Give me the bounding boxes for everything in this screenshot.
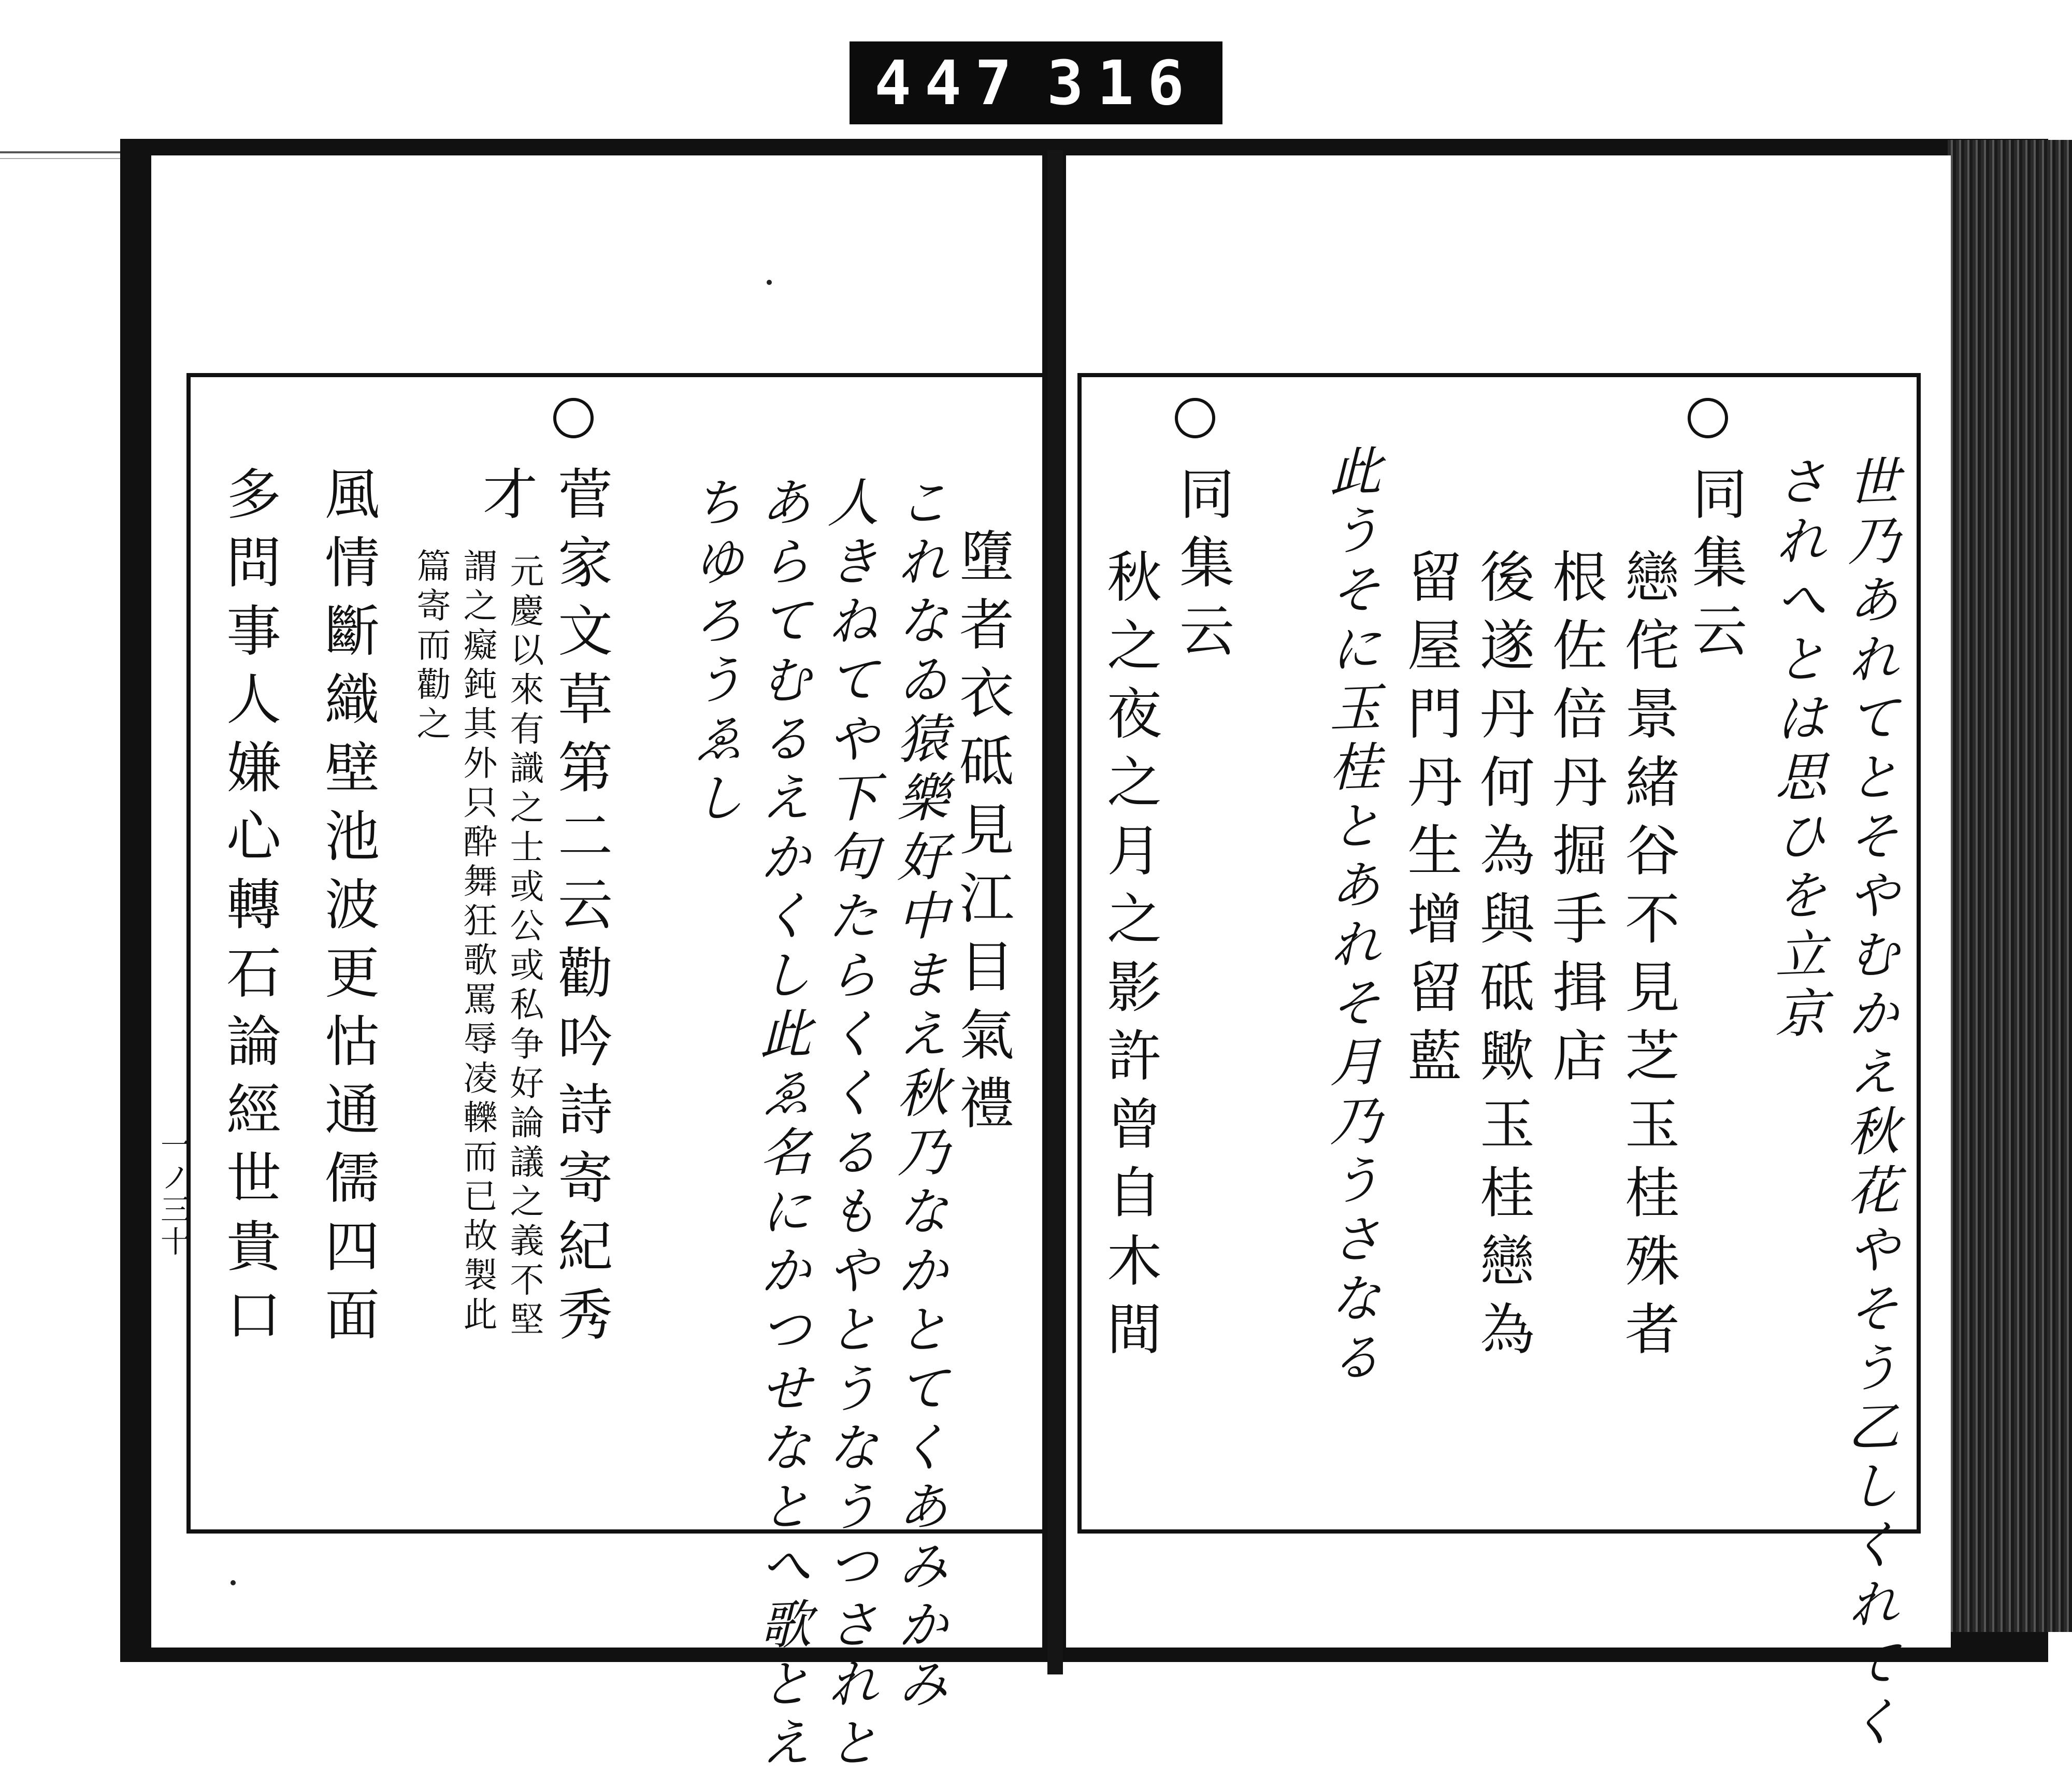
text-column: 秋之夜之月之影許曾自木間 [1098, 548, 1162, 1369]
text-column-cursive: あらてむるえかくし此ゑ名にかつせなとへ歌とえ [751, 474, 812, 1776]
ink-speck [231, 1580, 236, 1585]
text-column: 才 [474, 465, 538, 534]
paragraph-marker-circle [1175, 398, 1215, 438]
paragraph-marker-circle [1688, 398, 1728, 438]
text-column: 戀侘景緒谷不見芝玉桂殊者 [1616, 548, 1680, 1369]
text-column: 根佐倍丹掘手揖店 [1544, 548, 1607, 1095]
text-column: 同集云 [1171, 465, 1234, 670]
text-column-cursive: 世乃あれてとそやむかえ秋花やそう乙しくれてく [1839, 453, 1900, 1756]
archive-number-left: 447 [874, 47, 1026, 119]
annotation-column: 謂之癡鈍其外只酔舞狂歌罵辱凌轢而已故製此 [457, 548, 497, 1336]
right-text-frame [1077, 373, 1921, 1756]
text-column: 後遂丹何為與砥歟玉桂戀為 [1471, 548, 1535, 1369]
book-spine [1047, 150, 1063, 1674]
text-column: 風情斷織壁池波更怙通儒四面 [316, 465, 380, 1354]
archive-number-label [850, 41, 1222, 124]
text-column-cursive: 此うそに玉桂とあれそ月乃うさなる [1321, 443, 1382, 1391]
text-column: 同集云 [1684, 465, 1747, 670]
left-text-frame [186, 373, 1046, 1776]
text-column: 多問事人嫌心轉石論經世貴口 [218, 465, 281, 1354]
page-edges [1948, 140, 2072, 1632]
annotation-column: 篇寄而勸之 [411, 548, 451, 745]
text-column-cursive: されへとは思ひを立京 [1766, 453, 1827, 1047]
text-column: 菅家文草第二云勸吟詩寄紀秀 [549, 465, 613, 1354]
annotation-column: 元慶以來有識之士或公或私争好論議之義不堅 [504, 553, 544, 1341]
paragraph-marker-circle [553, 398, 594, 438]
folio-number: 一ノ三十 [155, 1129, 191, 1258]
ink-speck [767, 280, 772, 285]
archive-number-right: 316 [1046, 47, 1198, 119]
text-column: 墮者衣砥見江目氣禮 [951, 527, 1014, 1143]
text-column-cursive: これなゐ猿樂好中まえ秋乃なかとてくあみかみ [888, 474, 949, 1717]
text-column-cursive: ちゆろうゑし [684, 474, 744, 832]
text-column-cursive: 人きねてや下句たらくくるもやとうなうつされと [818, 474, 879, 1776]
text-column: 留屋門丹生增留藍 [1399, 548, 1462, 1095]
